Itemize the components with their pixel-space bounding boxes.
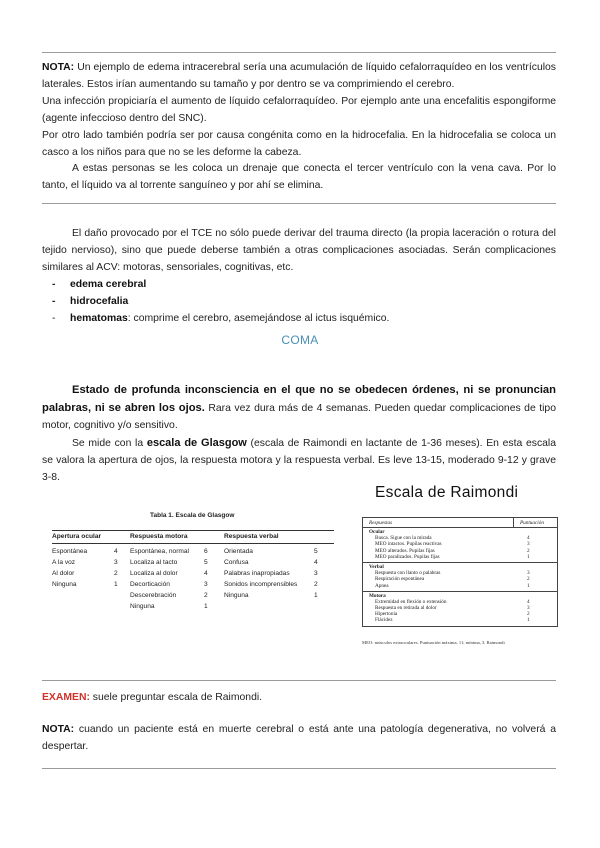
table-cell: 3 (114, 559, 118, 566)
table-cell: 4 (527, 598, 530, 605)
divider-bottom (42, 768, 556, 769)
list-item (52, 310, 389, 327)
table-header-row (52, 531, 334, 543)
nota-label: NOTA: (42, 62, 75, 73)
table-cell (114, 590, 130, 601)
glasgow-table (52, 530, 334, 612)
table-cell: Ninguna (224, 592, 249, 599)
divider-top (42, 52, 556, 53)
coma-definition (42, 382, 556, 435)
table-cell: Hipertonía (375, 611, 398, 618)
table-row (52, 579, 334, 590)
table-row (52, 546, 334, 557)
nota2-text: cuando un paciente está en muerte cerebral o está ante una patología degenerativa, no volverá a despertar. (42, 724, 556, 752)
complications-list (52, 276, 389, 327)
table-cell: 3 (527, 541, 530, 548)
table-cell (224, 601, 314, 612)
coma-measure-text: (escala de Raimondi en lactante de 1-36 meses). En esta escala se valora la apertura de ojos, la respuesta motora y la respuesta verbal. Es leve 13-15, moderado 9-12 y grave 3-8. (42, 437, 557, 483)
tce-text: El daño provocado por el TCE no sólo puede derivar del trauma directo (la propia laceración o rotura del tejido nervioso), sino que puede deberse también a otras complicaciones asociadas. Serán complicaciones similares al ACV: motoras, sensoriales, cognitivas, etc. (42, 228, 556, 273)
table-cell (114, 601, 130, 612)
table-cell (314, 601, 332, 612)
table-cell: Decorticación (130, 581, 170, 588)
divider-before-examen (42, 680, 556, 681)
raimondi-category: Motora (369, 592, 386, 599)
table-cell: 1 (204, 603, 208, 610)
examen-text: suele preguntar escala de Raimondi. (89, 692, 263, 703)
list-item (52, 276, 389, 293)
table-cell: Respuesta con llanto o palabras (375, 570, 441, 577)
table-row (363, 617, 557, 623)
table-cell: 2 (527, 576, 530, 583)
table-cell: Espontánea (52, 548, 88, 555)
examen-label: EXAMEN: (42, 692, 90, 703)
header-ocular: Apertura ocular (52, 533, 102, 540)
coma-definition-text: Rara vez dura más de 4 semanas. Pueden quedar complicaciones de tipo motor, cognitivo y/o sensitivo. (42, 402, 556, 431)
nota2-block (42, 722, 556, 756)
list-item-bold: hematomas (70, 313, 128, 324)
table-row (52, 601, 334, 612)
table-cell: 2 (314, 581, 318, 588)
nota-block (42, 60, 556, 195)
nota-text-1: Un ejemplo de edema intracerebral sería una acumulación de líquido cefalorraquídeo en los ventrículos laterales. Estos irían aumentando su tamaño y por dentro se va comprimiendo el cerebro. (42, 62, 556, 90)
header-verbal: Respuesta verbal (224, 533, 279, 540)
list-item-bold: hidrocefalia (70, 296, 129, 307)
nota-paragraph-3: Por otro lado también podría ser por causa congénita como en la hidrocefalia. En la hidrocefalia se coloca un casco a los niños para que no se les deforme la cabeza. (42, 129, 556, 158)
table-cell: Apnea (375, 582, 389, 589)
coma-measure-pre: Se mide con la (72, 437, 147, 449)
table-row (52, 590, 334, 601)
divider-after-nota (42, 203, 556, 204)
coma-definition-bold: Estado de profunda inconsciencia en el que no se obedecen órdenes, ni se pronuncian palabras, ni se abren los ojos. (42, 384, 556, 414)
table-row (363, 554, 557, 560)
glasgow-table-title: Tabla 1. Escala de Glasgow (150, 512, 235, 519)
section-title-coma: COMA (281, 333, 319, 347)
table-cell: 2 (204, 592, 208, 599)
examen-block (42, 690, 556, 707)
table-cell (52, 590, 114, 601)
table-cell: 3 (204, 581, 208, 588)
raimondi-title: Escala de Raimondi (375, 484, 519, 501)
table-cell: 2 (527, 547, 530, 554)
nota-paragraph-4: A estas personas se les coloca un drenaje que conecta el tercer ventrículo con la vena cava. Por lo tanto, el líquido va al torrente sanguíneo y por ahí se elimina. (42, 163, 556, 192)
table-cell: 3 (314, 570, 318, 577)
table-cell: Sonidos incomprensibles (224, 581, 298, 588)
table-cell: 1 (114, 581, 118, 588)
table-cell: 3 (527, 605, 530, 612)
raimondi-section-verbal (363, 563, 557, 592)
list-item-bold: edema cerebral (70, 279, 147, 290)
table-cell: 4 (204, 570, 208, 577)
nota-paragraph-2: Una infección propiciaría el aumento de líquido cefalorraquídeo. Por ejemplo ante una encefalitis espongiforme (agente infeccioso dentro del SNC). (42, 95, 556, 124)
table-cell: A la voz (52, 559, 76, 566)
raimondi-col-responses: Respuestas (369, 520, 393, 526)
table-cell: Localiza al tacto (130, 559, 178, 566)
coma-measure (42, 435, 556, 487)
table-cell: Al dolor (52, 570, 75, 577)
list-bullet: - (52, 279, 56, 290)
table-cell: MEO alterados. Pupilas fijas (375, 547, 435, 554)
table-cell: 1 (527, 553, 530, 560)
table-cell: Respuesta en retirada al dolor (375, 605, 437, 612)
table-cell: 4 (314, 559, 318, 566)
table-cell: Flácidez (375, 617, 393, 624)
table-cell (52, 601, 114, 612)
coma-block (42, 382, 556, 486)
list-item-text: : comprime el cerebro, asemejándose al ictus isquémico. (127, 313, 390, 324)
table-cell: 2 (114, 570, 118, 577)
raimondi-section-motora (363, 592, 557, 626)
list-item (52, 293, 389, 310)
list-bullet: - (52, 296, 56, 307)
table-cell: 3 (527, 570, 530, 577)
glasgow-term: escala de Glasgow (146, 436, 247, 449)
raimondi-header (363, 518, 557, 528)
table-cell: Orientada (224, 548, 253, 555)
table-cell: MEO paralizados. Pupilas fijas (375, 553, 440, 560)
table-cell: 5 (314, 548, 318, 555)
raimondi-section-ocular (363, 528, 557, 563)
list-bullet: - (52, 313, 56, 324)
table-cell: Ninguna (52, 581, 77, 588)
table-row (52, 557, 334, 568)
nota-paragraph-1 (42, 60, 556, 94)
table-cell: Confusa (224, 559, 249, 566)
table-cell: MEO intactos. Pupilas reactivas (375, 541, 442, 548)
table-cell: 1 (314, 592, 318, 599)
table-cell: 4 (114, 548, 118, 555)
table-cell: Extremidad en flexión o extensión (375, 598, 447, 605)
table-cell: 6 (204, 548, 208, 555)
table-cell: 2 (527, 611, 530, 618)
table-cell: Palabras inapropiadas (224, 570, 290, 577)
table-cell: Descerebración (130, 592, 177, 599)
table-cell: 5 (204, 559, 208, 566)
table-cell: Espontánea, normal (130, 548, 190, 555)
raimondi-table (362, 517, 558, 627)
nota2-label: NOTA: (42, 724, 75, 735)
raimondi-footnote: MEO: músculos extraoculares. Puntuación máxima, 11; mínima, 3. Raimondi (362, 640, 505, 645)
table-cell: Localiza al dolor (130, 570, 178, 577)
raimondi-category: Ocular (369, 529, 385, 535)
table-row (52, 568, 334, 579)
table-cell: Busca. Sigue con la mirada (375, 535, 432, 542)
table-row (363, 583, 557, 589)
table-cell: Ninguna (130, 603, 155, 610)
table-cell: 1 (527, 617, 530, 624)
table-cell: Respiración espontánea (375, 576, 425, 583)
raimondi-col-score: Puntuación (513, 518, 557, 527)
header-motora: Respuesta motora (130, 533, 188, 540)
raimondi-category: Verbal (369, 563, 384, 570)
table-cell: 4 (527, 535, 530, 542)
table-cell: 1 (527, 582, 530, 589)
tce-paragraph (42, 226, 556, 277)
